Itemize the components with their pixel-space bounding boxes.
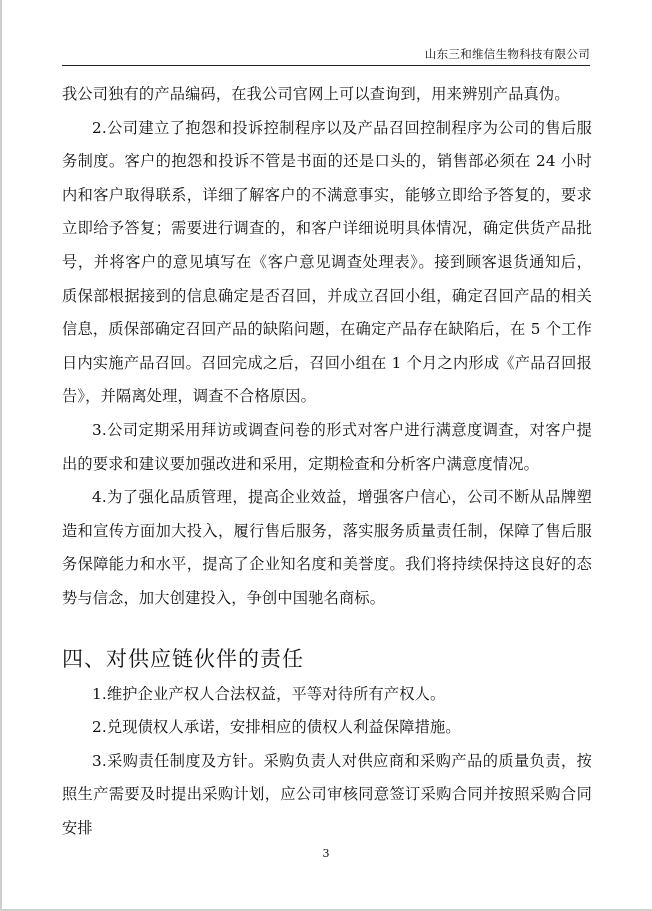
- paragraph-item-2: 2.公司建立了抱怨和投诉控制程序以及产品召回控制程序为公司的售后服务制度。客户的抱怨和投诉不管是书面的还是口头的，销售部必须在 24 小时内和客户取得联系，详细了解客户的不满意事实，能够立即给予答复的，要求立即给予答复；需要进行调查的，和客户详细说明具体情况，确定供货产品批号，并将客户的意见填写在《客户意见调查处理表》。接到顾客退货通知后，质保部根据接到的信息确定是否召回，并成立召回小组，确定召回产品的相关信息，质保部确定召回产品的缺陷问题，在确定产品存在缺陷后，在 5 个工作日内实施产品召回。召回完成之后，召回小组在 1 个月之内形成《产品召回报告》，并隔离处理，调查不合格原因。: [62, 118, 592, 406]
- paragraph-item-3: 3.采购责任制度及方针。采购负责人对供应商和采购产品的质量负责，按照生产需要及时提出采购计划，应公司审核同意签订采购合同并按照采购合同安排: [62, 751, 592, 837]
- paragraph-item-2: 2.兑现债权人承诺，安排相应的债权人利益保障措施。: [92, 718, 461, 737]
- header-company-name: 山东三和维信生物科技有限公司: [424, 47, 590, 61]
- paragraph-item-4: 4.为了强化品质管理，提高企业效益，增强客户信心，公司不断从品牌塑造和宣传方面加大投入，履行售后服务，落实服务质量责任制，保障了售后服务保障能力和水平，提高了企业知名度和美誉度。我们将持续保持这良好的态势与信念，加大创建投入，争创中国驰名商标。: [62, 488, 592, 607]
- page-number: 3: [322, 847, 330, 860]
- page-header: [62, 46, 590, 66]
- paragraph-item-3: 3.公司定期采用拜访或调查问卷的形式对客户进行满意度调查，对客户提出的要求和建议要加强改进和采用，定期检查和分析客户满意度情况。: [62, 420, 592, 473]
- document-body: [62, 78, 592, 845]
- paragraph-item-1: 1.维护企业产权人合法权益，平等对待所有产权人。: [92, 684, 446, 703]
- paragraph-continuation: 我公司独有的产品编码，在我公司官网上可以查询到，用来辨别产品真伪。: [62, 85, 570, 103]
- section-heading: 四、对供应链伙伴的责任: [62, 646, 304, 671]
- spacer: [62, 616, 592, 642]
- page-edge: [0, 0, 2, 911]
